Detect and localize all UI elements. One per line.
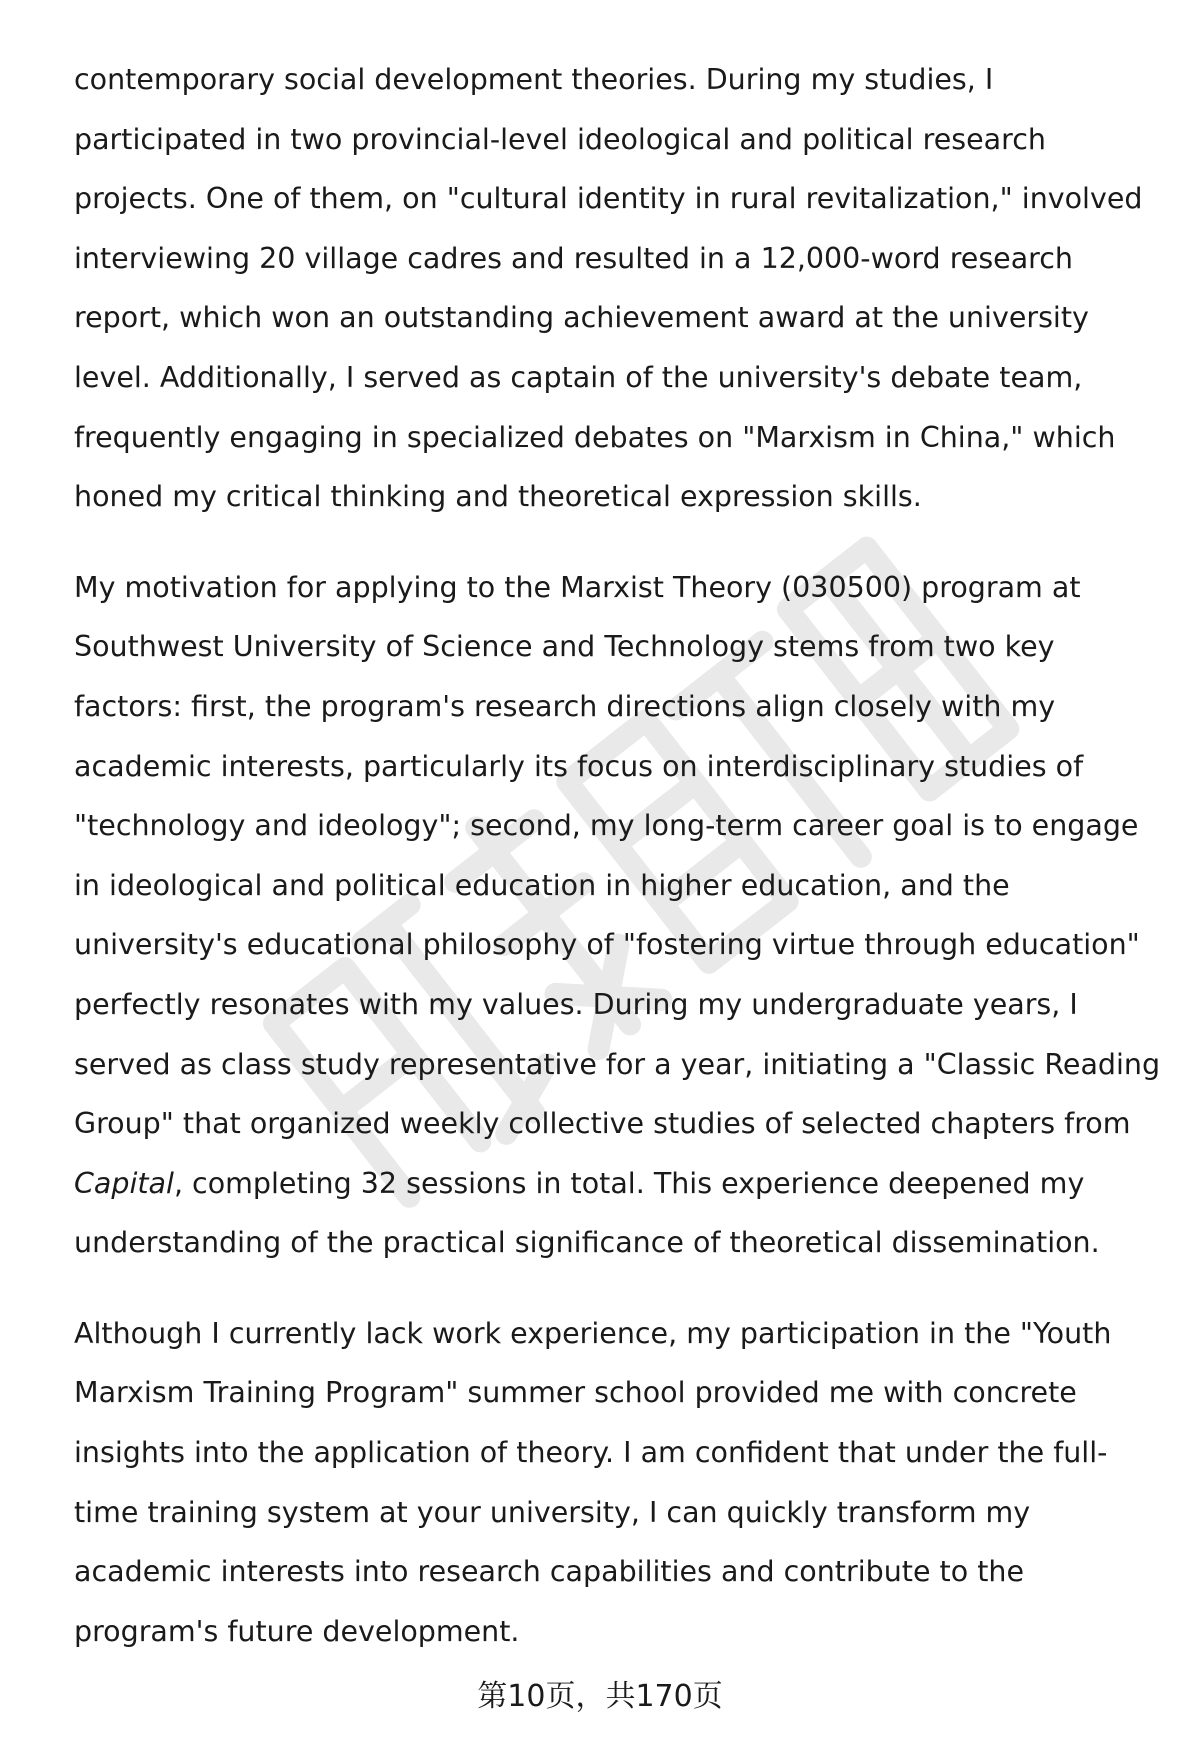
- paragraph-research-experience: contemporary social development theories. During my studies, I participated in two provincial-level ideological and political research projects. One of them, on "cultural identity in rural revitalization," involved interviewing 20 village cadres and resulted in a 12,000-word research report, which won an outstanding achievement award at the university level. Additionally, I served as captain of the university's debate team, frequently engaging in specialized debates on "Marxism in China," which honed my critical thinking and theoretical expression skills.: [74, 63, 1143, 514]
- paragraph-motivation-text-after: , completing 32 sessions in total. This experience deepened my understanding of the practical significance of theoretical dissemination.: [74, 1166, 1100, 1260]
- book-title-capital: Capital: [74, 1166, 174, 1200]
- document-body: [74, 50, 1164, 1661]
- paragraph-closing: Although I currently lack work experience, my participation in the "Youth Marxism Training Program" summer school provided me with concrete insights into the application of theory. I am confident that under the full-time training system at your university, I can quickly transform my academic interests into research capabilities and contribute to the program's future development.: [74, 1316, 1112, 1648]
- paragraph-motivation: [74, 558, 1164, 1273]
- page-number-indicator: 第10页，共170页: [477, 1679, 723, 1714]
- paragraph-motivation-text-before: My motivation for applying to the Marxist Theory (030500) program at Southwest University of Science and Technology stems from two key factors: first, the program's research directions align closely with my academic interests, particularly its focus on interdisciplinary studies of "technology and ideology"; second, my long-term career goal is to engage in ideological and political education in higher education, and the university's educational philosophy of "fostering virtue through education" perfectly resonates with my values. During my undergraduate years, I served as class study representative for a year, initiating a "Classic Reading Group" that organized weekly collective studies of selected chapters from: [74, 570, 1161, 1141]
